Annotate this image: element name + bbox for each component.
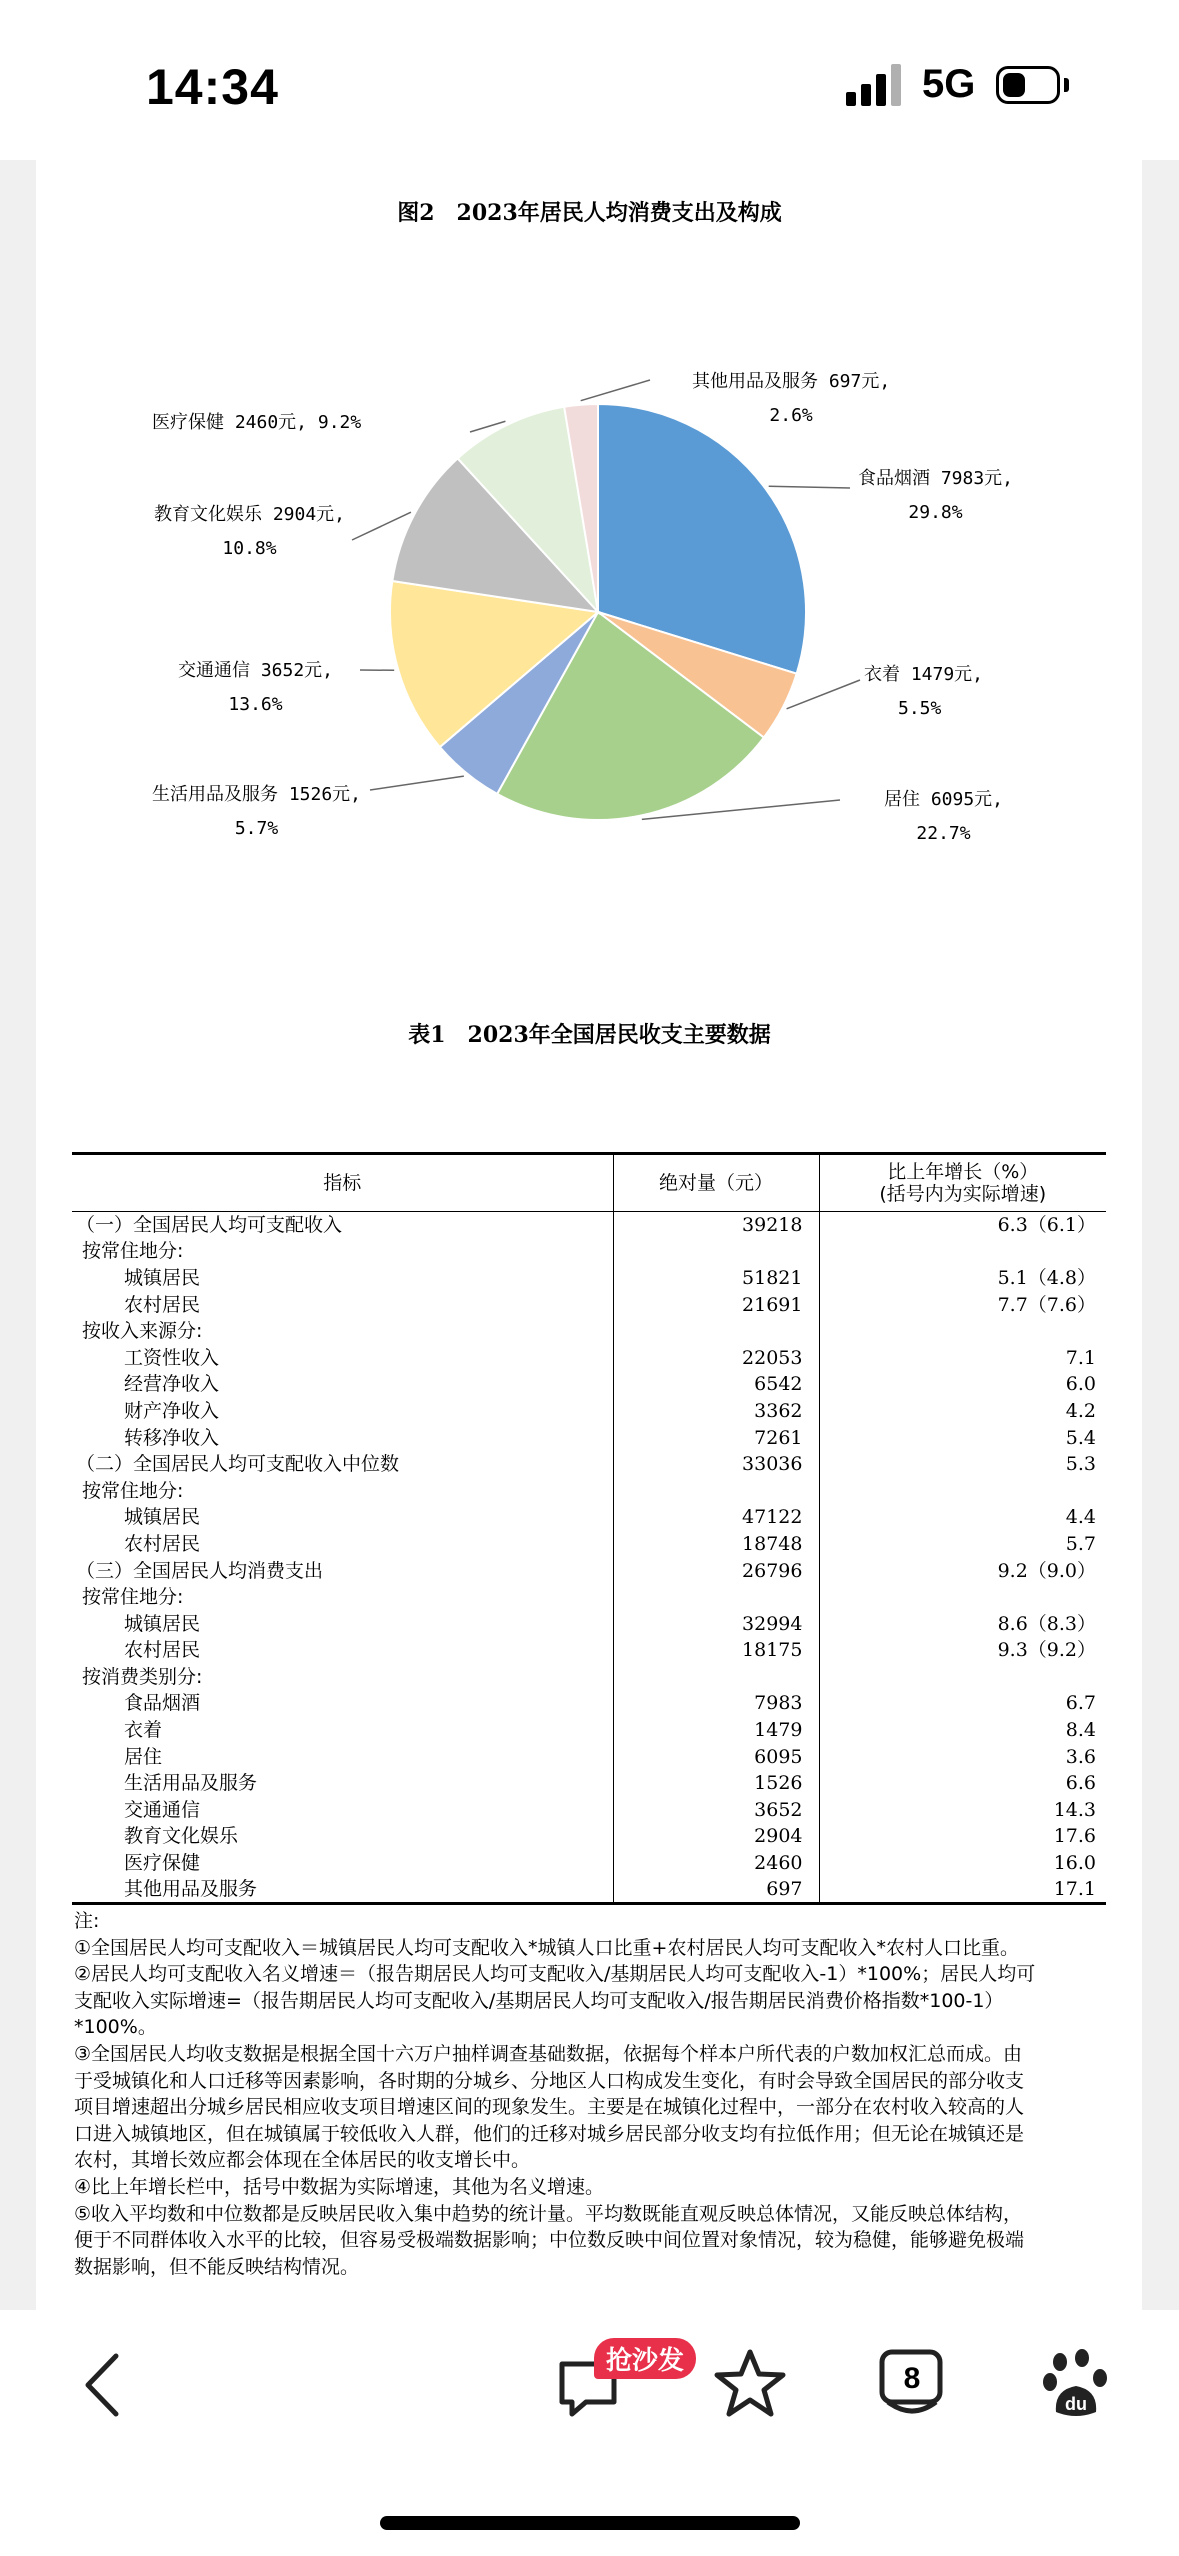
table-row (72, 1850, 1106, 1877)
row-growth-value: 17.1 (819, 1876, 1106, 1904)
row-absolute-value: 2904 (613, 1823, 819, 1850)
row-absolute-value (613, 1238, 819, 1265)
income-expenditure-table (72, 1152, 1106, 1905)
row-absolute-value: 51821 (613, 1265, 819, 1292)
row-absolute-value: 7261 (613, 1424, 819, 1451)
table-row (72, 1477, 1106, 1504)
row-indicator: 城镇居民 (72, 1610, 613, 1637)
table-row (72, 1504, 1106, 1531)
table-row (72, 1797, 1106, 1824)
row-growth-value: 16.0 (1053, 1852, 1096, 1875)
row-indicator: （二）全国居民人均可支配收入中位数 (72, 1451, 613, 1478)
row-growth-value: 14.3 (1053, 1798, 1096, 1821)
note-line: 便于不同群体收入水平的比较，但容易受极端数据影响；中位数反映中间位置对象情况，较为稳健，能够避免极端 (74, 2229, 1025, 2252)
pie-label-other (692, 365, 890, 433)
row-growth-value: 6.0 (1065, 1373, 1096, 1396)
row-growth-value: 8.4 (1065, 1719, 1096, 1742)
table-row (72, 1557, 1106, 1584)
table-row (72, 1344, 1106, 1371)
row-growth-value (819, 1664, 1106, 1691)
row-absolute-value: 47122 (613, 1504, 819, 1531)
row-growth-value: 5.3 (1065, 1453, 1096, 1476)
table-row (72, 1318, 1106, 1345)
baidu-label: du (1065, 2394, 1087, 2414)
star-icon[interactable] (712, 2346, 788, 2422)
row-growth-value (819, 1238, 1106, 1265)
row-indicator: 城镇居民 (72, 1265, 613, 1292)
row-indicator: 教育文化娱乐 (72, 1823, 613, 1850)
note-line: ①全国居民人均可支配收入＝城镇居民人均可支配收入*城镇人口比重+农村居民人均可支配收入*农村人口比重。 (74, 1936, 1019, 1959)
pie-label-housing (884, 783, 1003, 851)
row-indicator: 交通通信 (72, 1797, 613, 1824)
row-growth-value (819, 1584, 1106, 1611)
table-row (72, 1424, 1106, 1451)
row-absolute-value: 697 (613, 1876, 819, 1904)
network-type: 5G (922, 62, 976, 106)
home-indicator (380, 2516, 800, 2530)
table-row (72, 1690, 1106, 1717)
pie-leader-line (581, 380, 650, 401)
table-row (72, 1212, 1106, 1239)
row-growth-value: 5.4 (1065, 1426, 1096, 1449)
row-indicator: 按常住地分: (72, 1238, 613, 1265)
row-indicator: 农村居民 (72, 1531, 613, 1558)
row-growth-value: 4.4 (1065, 1506, 1096, 1529)
row-absolute-value (613, 1477, 819, 1504)
row-absolute-value: 26796 (613, 1557, 819, 1584)
header-growth-line1: 比上年增长（%） (887, 1161, 1039, 1183)
row-indicator: （一）全国居民人均可支配收入 (72, 1212, 613, 1239)
row-growth-value: 17.6 (1053, 1825, 1096, 1848)
row-absolute-value: 18175 (613, 1637, 819, 1664)
note-line: 数据影响，但不能反映结构情况。 (74, 2255, 360, 2278)
figure-title: 图2 2023年居民人均消费支出及构成 (397, 200, 782, 226)
note-line: ②居民人均可支配收入名义增速＝（报告期居民人均可支配收入/基期居民人均可支配收入-1）*100%；居民人均可 (74, 1963, 1036, 1986)
table-row (72, 1398, 1106, 1425)
row-growth-value: 5.1（4.8） (997, 1266, 1096, 1289)
pie-label-other-line1: 其他用品及服务 697元, (692, 371, 891, 392)
row-indicator: 食品烟酒 (72, 1690, 613, 1717)
pie-label-clothing (864, 658, 983, 726)
note-line: *100%。 (74, 2016, 157, 2039)
row-indicator: 财产净收入 (72, 1398, 613, 1425)
row-indicator: （三）全国居民人均消费支出 (72, 1557, 613, 1584)
row-absolute-value (613, 1318, 819, 1345)
tabs-icon[interactable] (876, 2346, 948, 2422)
row-growth-value: 6.3（6.1） (997, 1214, 1096, 1237)
row-absolute-value: 1479 (613, 1717, 819, 1744)
table-notes (74, 1908, 1108, 2280)
note-line: ④比上年增长栏中，括号中数据为实际增速，其他为名义增速。 (74, 2175, 605, 2198)
row-growth-value: 9.2（9.0） (997, 1559, 1096, 1582)
table-row (72, 1823, 1106, 1850)
table-title: 表1 2023年全国居民收支主要数据 (408, 1022, 771, 1048)
row-indicator: 医疗保健 (72, 1850, 613, 1877)
pie-label-education-line2: 10.8% (222, 538, 277, 559)
table-row (72, 1265, 1106, 1292)
table-row (72, 1743, 1106, 1770)
status-time: 14:34 (146, 59, 279, 115)
pie-label-education (154, 498, 345, 566)
pie-label-medical (152, 406, 361, 440)
pie-label-household-line1: 生活用品及服务 1526元, (152, 784, 362, 805)
pie-label-clothing-line2: 5.5% (898, 698, 942, 719)
comment-badge[interactable]: 抢沙发 (594, 2338, 696, 2379)
row-indicator: 转移净收入 (72, 1424, 613, 1451)
table-row (72, 1770, 1106, 1797)
row-growth-value: 5.7 (1065, 1532, 1096, 1555)
pie-label-education-line1: 教育文化娱乐 2904元, (154, 504, 346, 525)
header-growth-line2: (括号内为实际增速) (879, 1183, 1047, 1205)
pie-label-housing-line2: 22.7% (916, 823, 971, 844)
row-indicator: 农村居民 (72, 1291, 613, 1318)
note-line: ⑤收入平均数和中位数都是反映居民收入集中趋势的统计量。平均数既能直观反映总体情况，又能反映总体结构， (74, 2202, 1023, 2225)
table-row (72, 1291, 1106, 1318)
table-row (72, 1664, 1106, 1691)
table-row (72, 1371, 1106, 1398)
pie-label-food-line1: 食品烟酒 7983元, (858, 468, 1014, 489)
row-indicator: 生活用品及服务 (72, 1770, 613, 1797)
row-indicator: 其他用品及服务 (72, 1876, 613, 1904)
row-absolute-value: 7983 (613, 1690, 819, 1717)
row-absolute-value: 18748 (613, 1531, 819, 1558)
table-row (72, 1610, 1106, 1637)
table-body (72, 1212, 1106, 1904)
pie-label-food-line2: 29.8% (908, 502, 963, 523)
note-line: 农村，其增长效应都会体现在全体居民的收支增长中。 (74, 2149, 531, 2172)
row-absolute-value: 33036 (613, 1451, 819, 1478)
row-indicator: 农村居民 (72, 1637, 613, 1664)
row-absolute-value: 32994 (613, 1610, 819, 1637)
row-growth-value: 8.6（8.3） (997, 1612, 1096, 1635)
row-growth-value (819, 1477, 1106, 1504)
row-absolute-value: 39218 (613, 1212, 819, 1239)
pie-slices (390, 404, 806, 820)
row-indicator: 按收入来源分: (72, 1318, 613, 1345)
row-absolute-value: 6542 (613, 1371, 819, 1398)
pie-leader-line (769, 486, 850, 488)
row-absolute-value: 6095 (613, 1743, 819, 1770)
row-growth-value: 6.7 (1065, 1692, 1096, 1715)
pie-label-transport (178, 654, 333, 722)
row-growth-value: 3.6 (1065, 1745, 1096, 1768)
row-indicator: 居住 (72, 1743, 613, 1770)
note-line: 口进入城镇地区，但在城镇属于较低收入人群，他们的迁移对城乡居民部分收支均有拉低作用；但无论在城镇还是 (74, 2122, 1025, 2145)
tabs-count: 8 (903, 2362, 921, 2395)
row-absolute-value: 22053 (613, 1344, 819, 1371)
table-row (72, 1876, 1106, 1904)
pie-label-housing-line1: 居住 6095元, (884, 789, 1004, 810)
row-absolute-value (613, 1664, 819, 1691)
row-absolute-value: 21691 (613, 1291, 819, 1318)
header-growth (819, 1154, 1106, 1212)
pie-label-household (152, 778, 361, 846)
pie-label-transport-line2: 13.6% (228, 694, 283, 715)
row-indicator: 按常住地分: (72, 1477, 613, 1504)
table-row (72, 1584, 1106, 1611)
note-line: ③全国居民人均收支数据是根据全国十六万户抽样调查基础数据，依据每个样本户所代表的户数加权汇总而成。由 (74, 2042, 1023, 2065)
row-absolute-value: 3652 (613, 1797, 819, 1824)
row-absolute-value (613, 1584, 819, 1611)
table-row (72, 1238, 1106, 1265)
row-indicator: 城镇居民 (72, 1504, 613, 1531)
row-growth-value (819, 1318, 1106, 1345)
pie-leader-line (370, 776, 464, 790)
row-growth-value: 7.1 (1065, 1346, 1096, 1369)
row-indicator: 衣着 (72, 1717, 613, 1744)
note-line: 支配收入实际增速=（报告期居民人均可支配收入/基期居民人均可支配收入/报告期居民消费价格指数*100-1） (74, 1989, 1004, 2012)
table-row (72, 1637, 1106, 1664)
note-line: 于受城镇化和人口迁移等因素影响，各时期的分城乡、分地区人口构成发生变化，有时会导致全国居民的部分收支 (74, 2069, 1025, 2092)
header-absolute: 绝对量（元） (613, 1154, 819, 1212)
row-indicator: 经营净收入 (72, 1371, 613, 1398)
header-indicator: 指标 (72, 1154, 613, 1212)
row-growth-value: 4.2 (1065, 1399, 1096, 1422)
note-line: 注: (74, 1910, 100, 1932)
row-indicator: 按常住地分: (72, 1584, 613, 1611)
row-growth-value: 7.7（7.6） (997, 1293, 1096, 1316)
row-growth-value: 6.6 (1065, 1772, 1096, 1795)
pie-label-clothing-line1: 衣着 1479元, (864, 664, 984, 685)
note-line: 项目增速超出分城乡居民相应收支项目增速区间的现象发生。主要是在城镇化过程中，一部分在农村收入较高的人 (74, 2096, 1025, 2119)
table-row (72, 1451, 1106, 1478)
row-indicator: 按消费类别分: (72, 1664, 613, 1691)
row-absolute-value: 3362 (613, 1398, 819, 1425)
row-absolute-value: 2460 (613, 1850, 819, 1877)
row-growth-value: 9.3（9.2） (997, 1639, 1096, 1662)
pie-label-transport-line1: 交通通信 3652元, (178, 660, 334, 681)
table-row (72, 1531, 1106, 1558)
table-row (72, 1717, 1106, 1744)
pie-leader-line (787, 680, 860, 709)
pie-label-food (858, 462, 1013, 530)
pie-label-household-line2: 5.7% (234, 818, 279, 839)
pie-label-other-line2: 2.6% (769, 405, 813, 426)
back-icon[interactable] (80, 2350, 124, 2420)
table-header-row (72, 1154, 1106, 1212)
row-absolute-value: 1526 (613, 1770, 819, 1797)
pie-label-medical-line1: 医疗保健 2460元, 9.2% (152, 412, 362, 433)
pie-leader-line (352, 512, 411, 540)
baidu-paw-icon[interactable] (1042, 2346, 1112, 2422)
row-indicator: 工资性收入 (72, 1344, 613, 1371)
